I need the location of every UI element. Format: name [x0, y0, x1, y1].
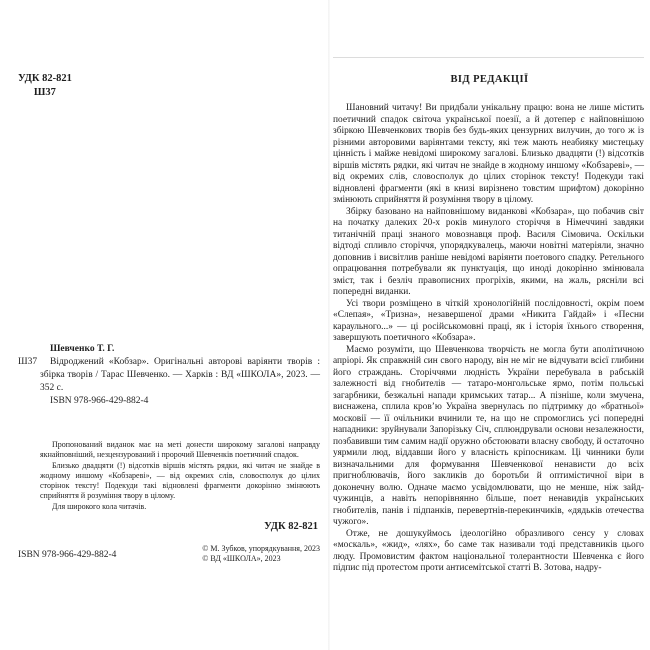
copyright-block — [202, 544, 320, 564]
biblio-isbn: ISBN 978-966-429-882-4 — [50, 396, 149, 406]
annotation-block — [40, 440, 320, 512]
annotation-paragraph: Пропонований виданок має на меті донести широкому загалові направду якнайповніший, незцензурований і пророчий Шевченків поетичний спадок. — [40, 440, 320, 460]
editorial-paragraph: Отже, не дошукуймось ідеологійно образливого сенсу у словах «москаль», «жид», «лях», бо саме так називали тоді представників цього люду. Промовистим фактом національної толерантности Шевченка є його підпис під протестом проти антисемітської статті В. Зотова, надру- — [333, 528, 644, 573]
udk-code-bottom: УДК 82-821 — [264, 521, 318, 532]
editorial-heading: ВІД РЕДАКЦІЇ — [450, 74, 529, 85]
editorial-paragraph: Збірку базовано на найповнішому виданкові «Кобзара», що побачив світ на початку далеких 20-х років минулого сторіччя в Німеччині завдяки титанічній праці знаного мовознавця проф. Василя Сімовича. Оскільки відтоді спливло сторіччя, упорядкувалець, маючи новітні матеріяли, значно доповнив і висвітлив раніше невідомі варіянти поетового спадку. Ретельного опрацювання потребували як пунктуація, що иноді докорінно змінювала зміст, так і безліч правописних прогріхів, якими, на жаль, рясніли всі попередні виданки. — [333, 206, 644, 297]
editorial-paragraph: Шановний читачу! Ви придбали унікальну працю: вона не лише містить поетичний спадок світоча української поезії, а й дотепер є найповнішою збіркою Шевченкових творів без будь-яких цензурних вилучин, до того ж із різними авторовими варіянтами тексту, які теж мають неабияку мистецьку цінність і майже невідомі широкому загалові. Близько двадцяти (!) відсотків віршів містять рядки, які читач не знайде в жодному иншому «Кобзареві», — від окремих слів, словосполук до цілих сторінок тексту! Подекуди такі відновлені фрагменти (які в книзі вирізнено товстим шрифтом) докорінно змінюють сприйняття й розуміння твору в цілому. — [333, 103, 644, 205]
page-gutter-seam — [328, 0, 330, 650]
editorial-body — [333, 103, 644, 575]
editorial-paragraph: Маємо розуміти, що Шевченкова творчість не могла бути аполітичною апріорі. Як справжній син свого народу, він не міг не відчувати всієї глибини його страждань. Сторіччями людність України перебувала в рабській залежності від гнобителів — татаро-монгольське ярмо, потім польські загарбники, безжальні напади кримських татар... А пізніше, коли змучена, виснажена, сплила кровʼю Україна звернулась по підтримку до «братньої» московії — її очільники вчинили те, на що не спромоглись усі попередні нападники: зруйнували Запорізьку Січ, сплюндрували основи незалежности, позбавивши тим самим надії оружно обстоювати власну свободу, й остаточно уярмили люд, віддавши його у власність кріпосникам. Ці чинники були визначальними для формування Шевченкової ненависти до всіх пригноблювачів, його закликів до боротьби й оптимістичної віри в доконечну волю. Одначе маємо усвідомлювати, що не менше, ніж зайд-чужинців, а навіть непорівнянно більше, поет ненавидів українських гнобителів, панів і підпанків, перевертнів-перекинчиків, «дядьків отечества чужого». — [333, 344, 645, 527]
header-rule — [333, 57, 644, 58]
biblio-margin-code: Ш37 — [18, 357, 38, 367]
biblio-author: Шевченко Т. Г. — [50, 344, 115, 354]
biblio-description: Відроджений «Кобзар». Оригінальні авторові варіянти творів : збірка творів / Тарас Шевченко. — Харків : ВД «ШКОЛА», 2023. — 352 с. — [40, 357, 320, 393]
bibliographic-record — [18, 343, 320, 408]
right-page-editorial — [333, 0, 646, 650]
shelf-code-top: Ш37 — [33, 87, 56, 98]
annotation-paragraph: Близько двадцяти (!) відсотків віршів містять рядки, які читач не знайде в жодному иншому «Кобзареві», — від окремих слів, словосполук до цілих сторінок тексту! Подекуди такі відновлені фрагменти докорінно змінюють сприйняття й розуміння твору в цілому. — [40, 460, 320, 501]
isbn-number: ISBN 978-966-429-882-4 — [18, 550, 117, 560]
annotation-paragraph: Для широкого кола читачів. — [52, 501, 147, 511]
copyright-line: © М. Зубков, упорядкування, 2023 — [202, 544, 320, 553]
biblio-text — [40, 343, 320, 408]
udk-code-top: УДК 82-821 — [18, 73, 72, 84]
udk-shelf-block — [18, 72, 72, 100]
editorial-paragraph: Усі твори розміщено в чіткій хронологійній послідовності, окрім поем «Слепая», «Тризна», незавершеної драми «Никита Гайдай» і «Песни караульного...» — ці російськомовні праці, як і історія їхнього створення, завершують поетичного «Кобзара». — [333, 298, 644, 343]
copyright-line: © ВД «ШКОЛА», 2023 — [202, 554, 281, 563]
